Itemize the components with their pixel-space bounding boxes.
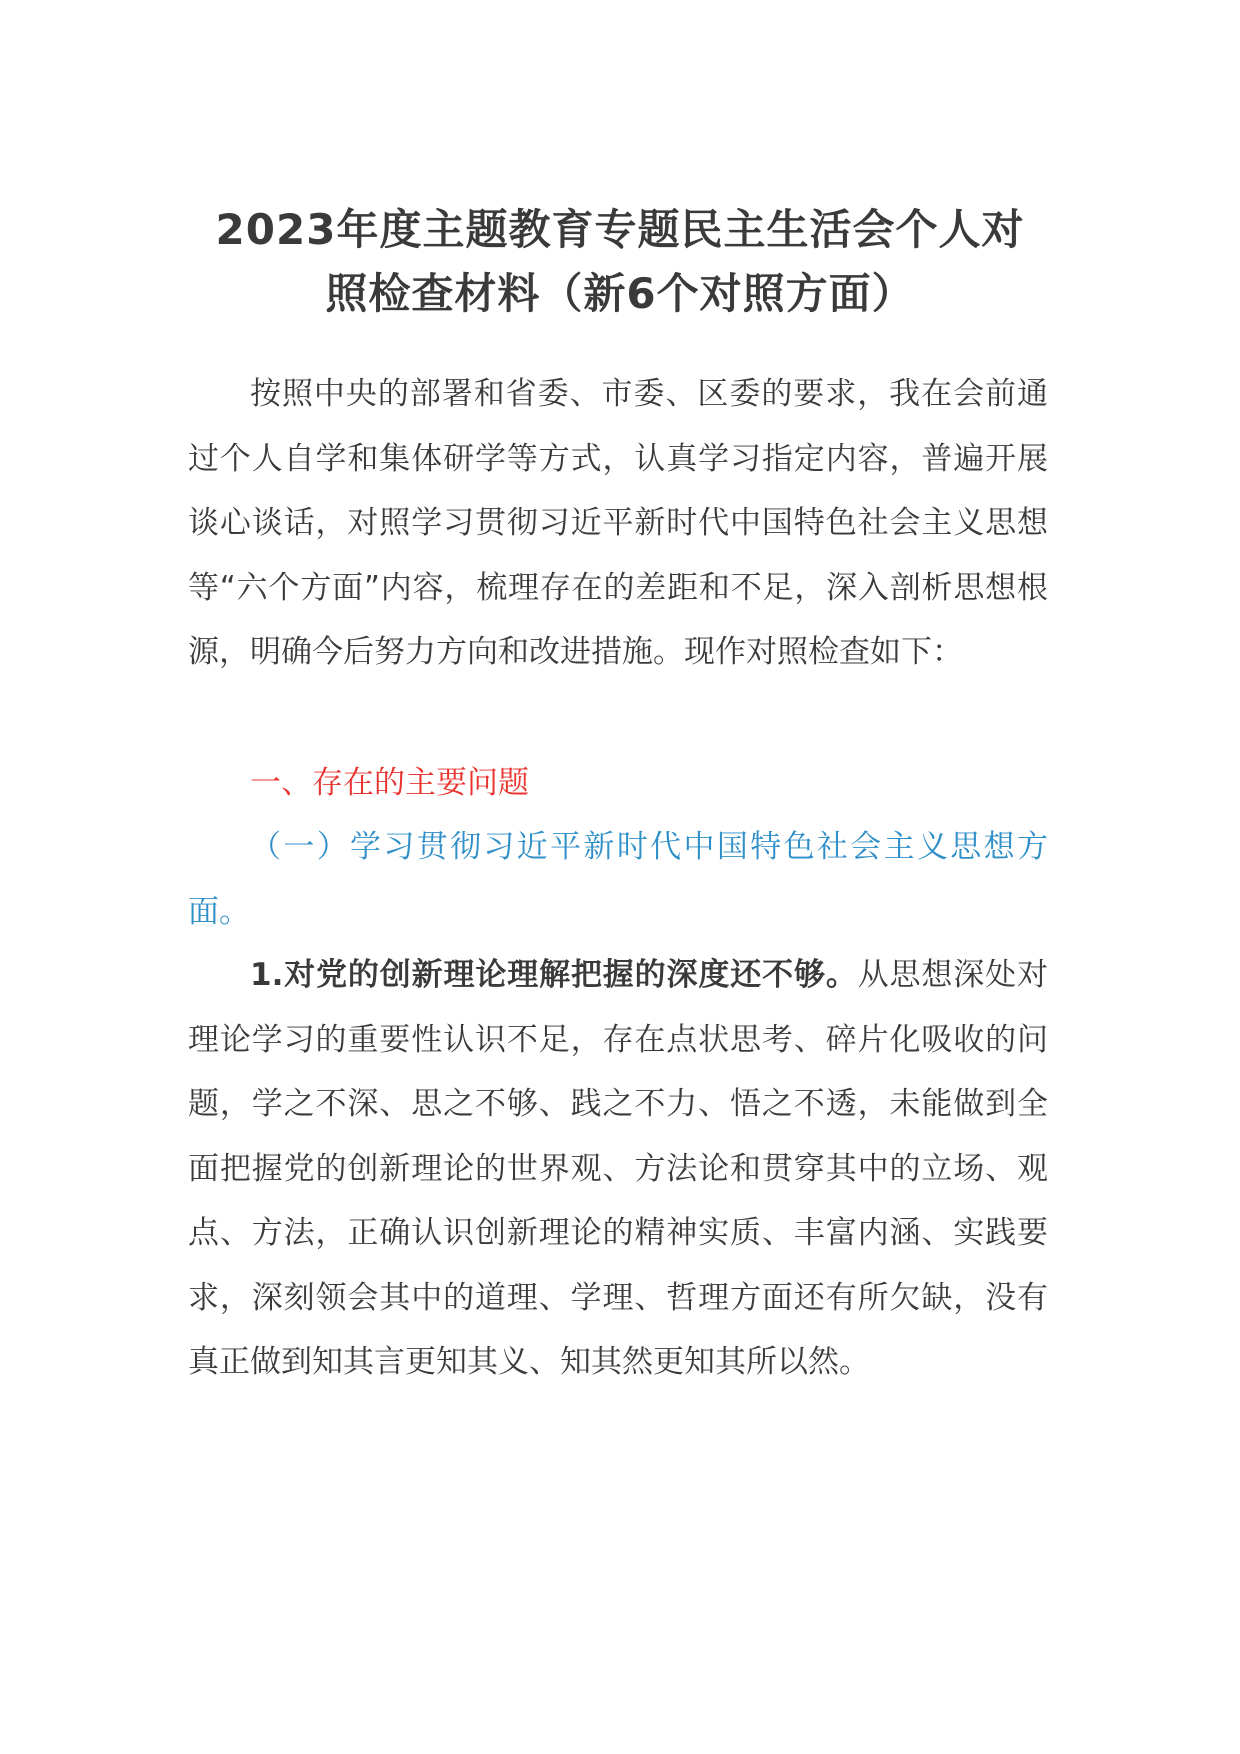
document-title	[170, 198, 1070, 326]
point-1-paragraph	[188, 943, 1048, 1395]
section-heading-problems: 一、存在的主要问题	[250, 765, 529, 801]
intro-paragraph: 按照中央的部署和省委、市委、区委的要求，我在会前通过个人自学和集体研学等方式，认真学习指定内容，普遍开展谈心谈话，对照学习贯彻习近平新时代中国特色社会主义思想等“六个方面”内容，梳理存在的差距和不足，深入剖析思想根源，明确今后努力方向和改进措施。现作对照检查如下：	[188, 376, 1048, 670]
point-1-body: 从思想深处对理论学习的重要性认识不足，存在点状思考、碎片化吸收的问题，学之不深、思之不够、践之不力、悟之不透，未能做到全面把握党的创新理论的世界观、方法论和贯穿其中的立场、观点、方法，正确认识创新理论的精神实质、丰富内涵、实践要求，深刻领会其中的道理、学理、哲理方面还有所欠缺，没有真正做到知其言更知其义、知其然更知其所以然。	[188, 957, 1048, 1380]
title-line-1: 2023年度主题教育专题民主生活会个人对	[215, 205, 1025, 254]
subsection-heading-thought: （一）学习贯彻习近平新时代中国特色社会主义思想方面。	[188, 829, 1048, 930]
title-line-2: 照检查材料（新6个对照方面）	[325, 269, 915, 318]
point-1-lead: 1.对党的创新理论理解把握的深度还不够。	[250, 957, 858, 993]
